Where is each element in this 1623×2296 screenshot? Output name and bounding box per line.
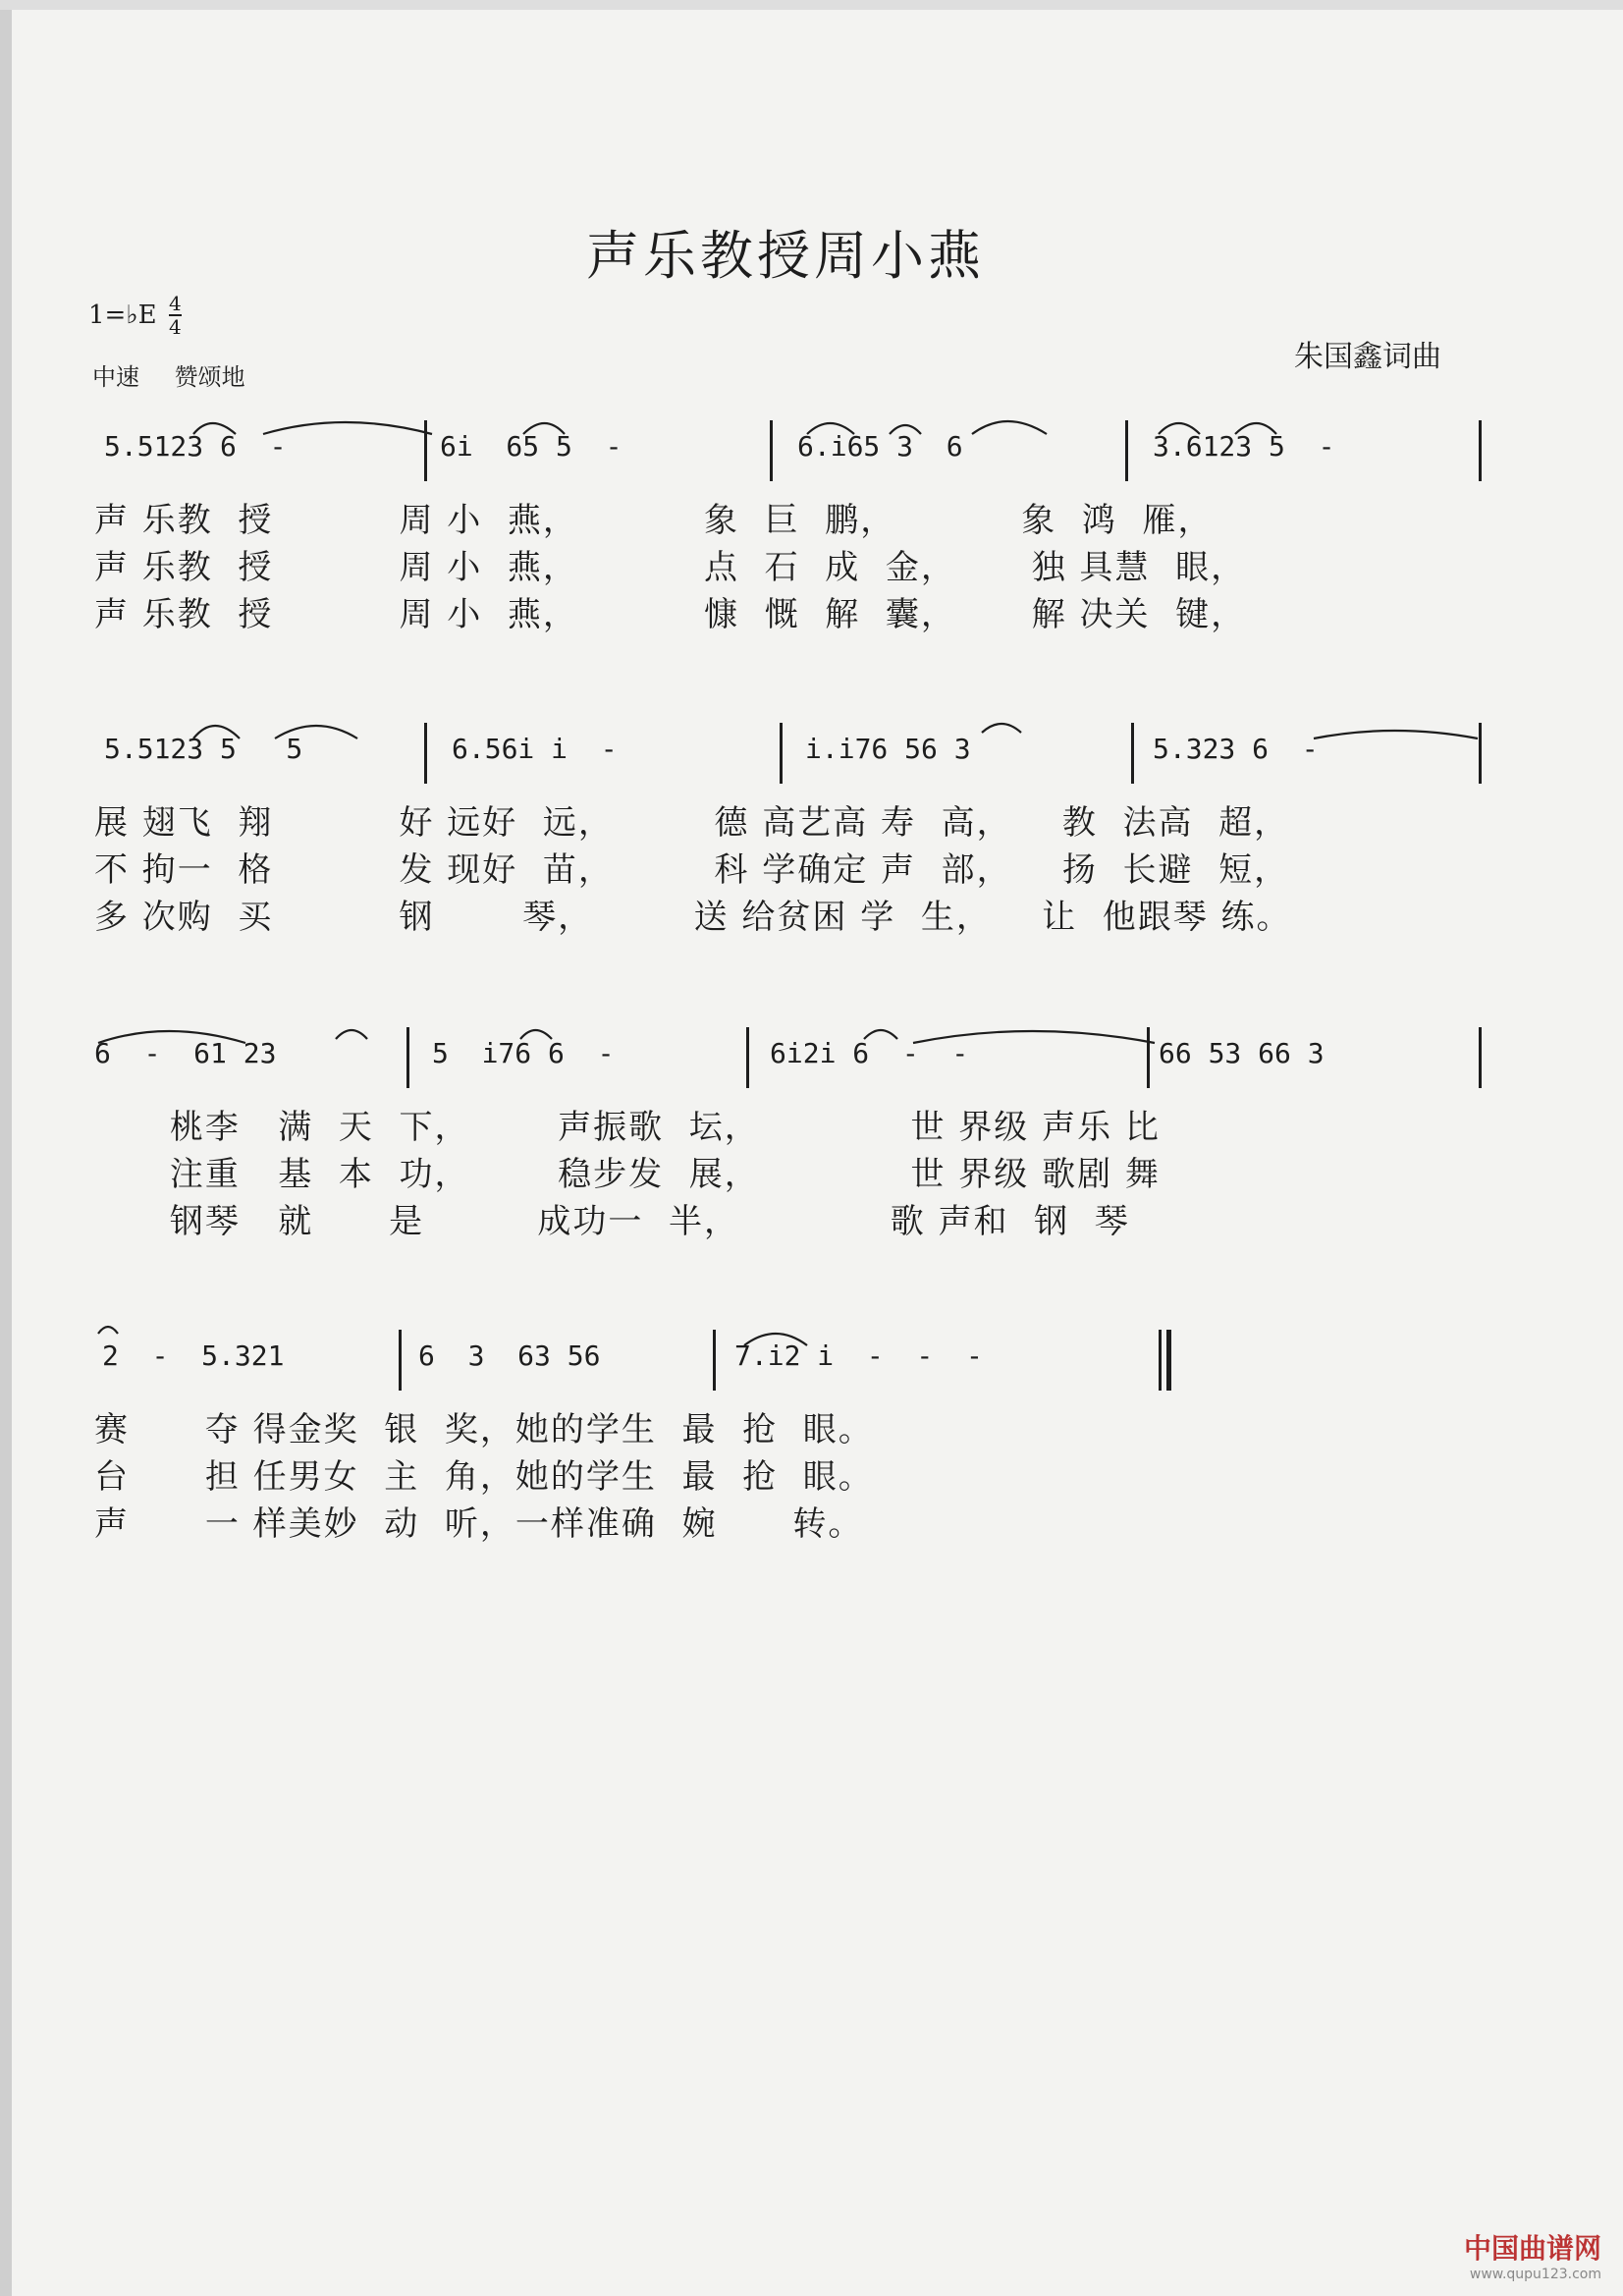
song-title: 声乐教授周小燕 bbox=[586, 225, 985, 287]
composer-credit: 朱国鑫词曲 bbox=[1294, 340, 1441, 374]
lyric-verse-1: 声 乐教 授 周 小 燕， 象 巨 鹏， 象 鸿 雁， bbox=[94, 501, 1214, 540]
lyric-verse-3: 钢琴 就 是 成功一 半， 歌 声和 钢 琴 bbox=[94, 1202, 1130, 1241]
barline bbox=[1479, 723, 1482, 784]
site-watermark bbox=[1464, 2227, 1601, 2282]
barline bbox=[406, 1027, 409, 1088]
scan-edge-top bbox=[0, 0, 1623, 10]
lyric-verse-2: 注重 基 本 功， 稳步发 展， 世 界级 歌剧 舞 bbox=[94, 1155, 1161, 1194]
barline bbox=[746, 1027, 749, 1088]
barline bbox=[1131, 723, 1134, 784]
barline bbox=[1147, 1027, 1150, 1088]
lyric-verse-2: 不 拘一 格 发 现好 苗， 科 学确定 声 部， 扬 长避 短， bbox=[94, 850, 1290, 890]
lyric-verse-1: 赛 夺 得金奖 银 奖，她的学生 最 抢 眼。 bbox=[94, 1410, 874, 1449]
lyric-verse-1: 桃李 满 天 下， 声振歌 坛， 世 界级 声乐 比 bbox=[94, 1108, 1161, 1147]
time-signature-top: 4 bbox=[169, 292, 182, 315]
time-signature bbox=[169, 293, 182, 338]
watermark-text: 中国曲谱网 bbox=[1463, 2232, 1601, 2265]
time-signature-bottom: 4 bbox=[169, 315, 182, 339]
barline bbox=[1125, 420, 1128, 481]
tempo-marking bbox=[92, 357, 273, 392]
lyric-verse-3: 声 一 样美妙 动 听，一样准确 婉 转。 bbox=[94, 1504, 864, 1544]
barline bbox=[770, 420, 773, 481]
barline bbox=[424, 723, 427, 784]
key-signature: 1=♭E bbox=[88, 301, 157, 330]
lyric-verse-2: 台 担 任男女 主 角，她的学生 最 抢 眼。 bbox=[94, 1457, 874, 1497]
measure-4-2: 6 3 63 56 bbox=[418, 1339, 601, 1372]
barline bbox=[713, 1330, 716, 1391]
measure-3-1: 6 - 61 23 bbox=[94, 1037, 277, 1069]
lyric-verse-2: 声 乐教 授 周 小 燕， 点 石 成 金， 独 具慧 眼， bbox=[94, 548, 1247, 587]
measure-3-2: 5 i76 6 - bbox=[432, 1037, 615, 1069]
barline bbox=[780, 723, 783, 784]
barline bbox=[1479, 420, 1482, 481]
fermata-icon bbox=[98, 1327, 118, 1334]
final-barline-thin bbox=[1159, 1330, 1162, 1391]
measure-1-1: 5.5123 6 - bbox=[104, 430, 287, 463]
lyric-verse-3: 多 次购 买 钢 琴， 送 给贫困 学 生， 让 他跟琴 练。 bbox=[94, 898, 1292, 937]
tempo-expression: 赞颂地 bbox=[174, 363, 245, 391]
lyric-verse-1: 展 翅飞 翔 好 远好 远， 德 高艺高 寿 高， 教 法高 超， bbox=[94, 803, 1290, 843]
tempo-speed: 中速 bbox=[92, 363, 139, 391]
measure-4-3: 7.i2 i - - - bbox=[734, 1339, 983, 1372]
measure-2-4: 5.323 6 - bbox=[1153, 733, 1319, 765]
measure-1-2: 6i 65 5 - bbox=[440, 430, 622, 463]
measure-4-1: 2 - 5.321 bbox=[102, 1339, 285, 1372]
final-barline-thick bbox=[1166, 1330, 1171, 1391]
scan-edge bbox=[0, 0, 12, 2296]
barline bbox=[424, 420, 427, 481]
measure-2-1: 5.5123 5 5 bbox=[104, 733, 303, 765]
barline bbox=[1479, 1027, 1482, 1088]
measure-3-4: 66 53 66 3 bbox=[1159, 1037, 1325, 1069]
lyric-verse-3: 声 乐教 授 周 小 燕， 慷 慨 解 囊， 解 决关 键， bbox=[94, 595, 1247, 634]
measure-1-4: 3.6123 5 - bbox=[1153, 430, 1335, 463]
measure-2-2: 6.56i i - bbox=[452, 733, 618, 765]
barline bbox=[399, 1330, 402, 1391]
watermark-url: www.qupu123.com bbox=[1469, 2267, 1601, 2282]
measure-2-3: i.i76 56 3 bbox=[805, 733, 971, 765]
measure-1-3: 6.i65 3 6 bbox=[797, 430, 963, 463]
measure-3-3: 6i2i 6 - - bbox=[770, 1037, 969, 1069]
